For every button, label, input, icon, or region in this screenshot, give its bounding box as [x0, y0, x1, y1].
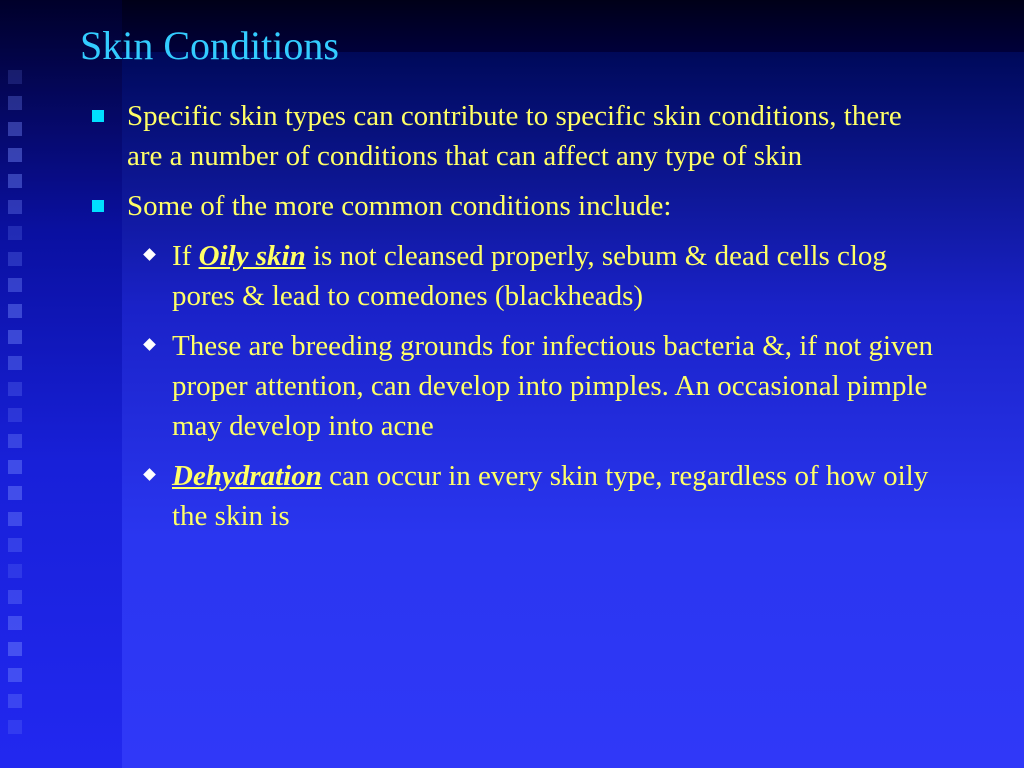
- bullet-prefix: If: [172, 240, 199, 272]
- decor-square: [8, 70, 22, 84]
- decor-square: [8, 200, 22, 214]
- decor-square: [8, 252, 22, 266]
- bullet-list: [90, 96, 940, 546]
- decor-square: [8, 278, 22, 292]
- decor-square: [8, 122, 22, 136]
- decor-square: [8, 356, 22, 370]
- bullet-text: These are breeding grounds for infectious bacteria &, if not given proper attention, can develop into pimples. An occasional pimple may develop into acne: [172, 330, 933, 442]
- sub-bullet-item-3: [90, 456, 940, 536]
- decor-square: [8, 434, 22, 448]
- decor-square: [8, 642, 22, 656]
- bullet-text: Specific skin types can contribute to specific skin conditions, there are a number of conditions that can affect any type of skin: [127, 100, 902, 172]
- keyword-dehydration: Dehydration: [172, 460, 322, 492]
- sub-bullet-item-1: [90, 236, 940, 316]
- decor-square: [8, 590, 22, 604]
- diamond-bullet-icon: [143, 468, 156, 481]
- decor-square: [8, 304, 22, 318]
- square-bullet-icon: [92, 200, 104, 212]
- decor-square: [8, 174, 22, 188]
- decor-square: [8, 460, 22, 474]
- decor-square: [8, 148, 22, 162]
- bullet-suffix: is not cleansed properly, sebum & dead cells clog pores & lead to comedones (blackheads): [172, 240, 887, 312]
- bullet-text: Some of the more common conditions include:: [127, 190, 672, 222]
- slide-title: Skin Conditions: [80, 23, 339, 68]
- decor-square: [8, 408, 22, 422]
- keyword-oily-skin: Oily skin: [198, 240, 306, 272]
- bullet-suffix: can occur in every skin type, regardless of how oily the skin is: [172, 460, 929, 532]
- decor-square: [8, 512, 22, 526]
- decor-square: [8, 564, 22, 578]
- decor-square: [8, 694, 22, 708]
- decor-square: [8, 382, 22, 396]
- decor-square: [8, 226, 22, 240]
- diamond-bullet-icon: [143, 248, 156, 261]
- diamond-bullet-icon: [143, 338, 156, 351]
- decor-square: [8, 96, 22, 110]
- decor-square: [8, 538, 22, 552]
- decor-square: [8, 668, 22, 682]
- square-bullet-icon: [92, 110, 104, 122]
- decor-square: [8, 330, 22, 344]
- bullet-item-1: [90, 96, 940, 176]
- decor-square: [8, 616, 22, 630]
- bullet-item-2: [90, 186, 940, 226]
- sub-bullet-item-2: [90, 326, 940, 446]
- decor-square: [8, 486, 22, 500]
- decor-square: [8, 720, 22, 734]
- decor-squares: [8, 70, 32, 730]
